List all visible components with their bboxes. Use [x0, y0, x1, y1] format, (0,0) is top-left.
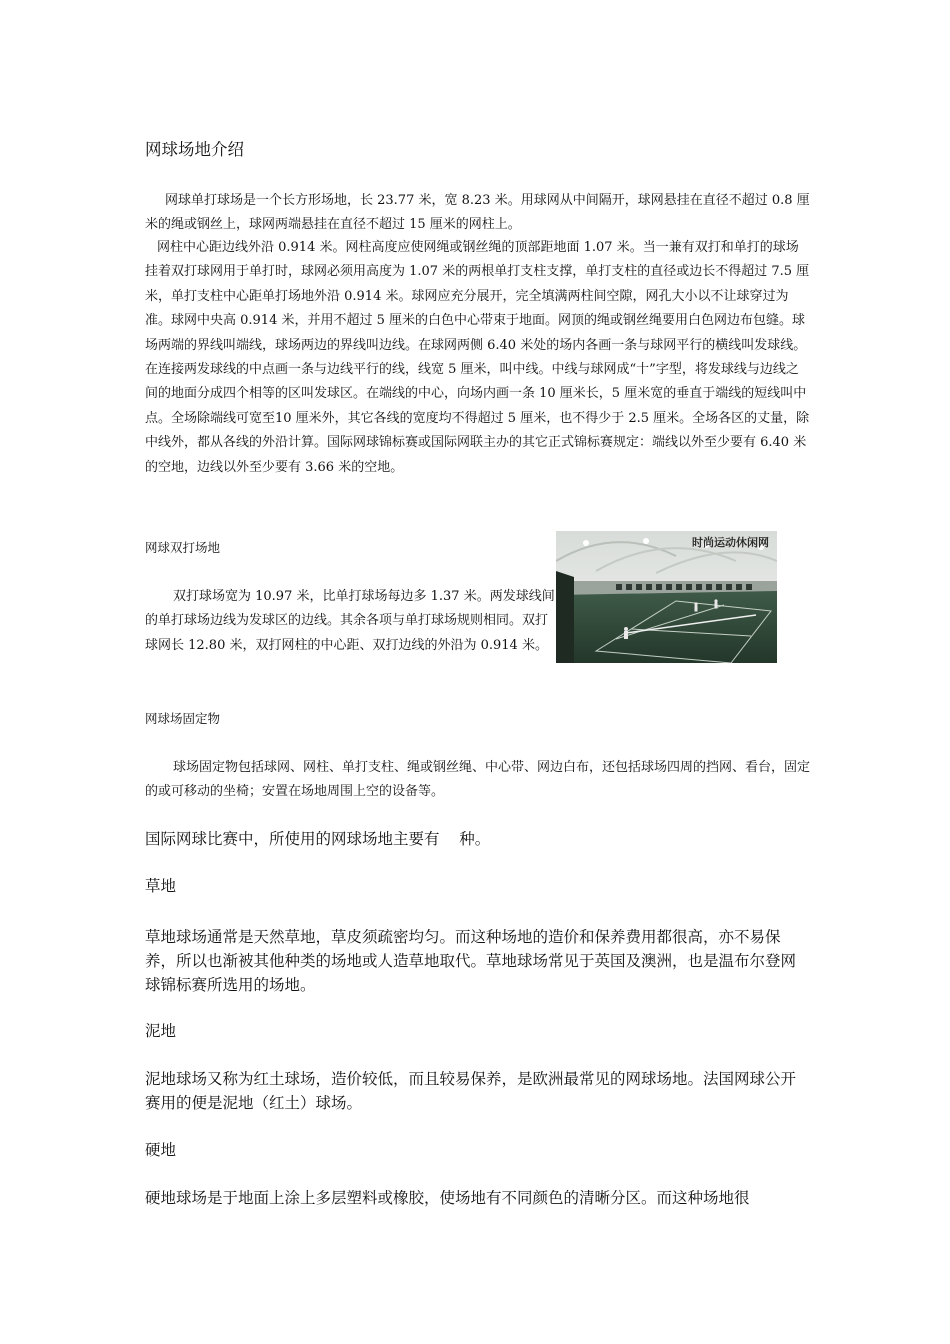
photo-watermark: 时尚运动休闲网	[692, 536, 769, 549]
clay-heading: 泥地	[145, 1022, 177, 1040]
surfaces-intro: 国际网球比赛中，所使用的网球场地主要有 种。	[145, 830, 491, 848]
clay-paragraph: 泥地球场又称为红土球场，造价较低，而且较易保养，是欧洲最常见的网球场地。法国网球公开赛用的便是泥地（红土）球场。	[145, 1070, 797, 1112]
doubles-court-paragraph: 双打球场宽为 10.97 米，比单打球场每边多 1.37 米。两发球线间的单打球场边线为发球区的边线。其余各项与单打球场规则相同。双打球网长 12.80 米，双打网柱的中心距、双打边线的外沿为 0.914 米。	[145, 589, 555, 653]
grass-heading: 草地	[145, 877, 177, 895]
doubles-court-heading: 网球双打场地	[145, 540, 221, 555]
fixtures-paragraph: 球场固定物包括球网、网柱、单打支柱、绳或钢丝绳、中心带、网边白布，还包括球场四周的挡网、看台，固定的或可移动的坐椅；安置在场地周围上空的设备等。	[145, 760, 811, 800]
intro-paragraph-1: 网球单打球场是一个长方形场地，长 23.77 米，宽 8.23 米。用球网从中间隔开，球网悬挂在直径不超过 0.8 厘米的绳或钢丝上，球网两端悬挂在直径不超过 15 厘米的网柱上。	[145, 193, 810, 233]
grass-paragraph: 草地球场通常是天然草地，草皮须疏密均匀。而这种场地的造价和保养费用都很高，亦不易保养，所以也渐被其他种类的场地或人造草地取代。草地球场常见于英国及澳洲，也是温布尔登网球锦标赛所选用的场地。	[145, 928, 797, 994]
intro-paragraph-2: 网柱中心距边线外沿 0.914 米。网柱高度应使网绳或钢丝绳的顶部距地面 1.07 米。当一兼有双打和单打的球场挂着双打球网用于单打时，球网必须用高度为 1.07 米的两根单打支柱支撑，单打支柱的直径或边长不得超过 7.5 厘米，单打支柱中心距单打场地外沿 0.914 米。球网应充分展开，完全填满两柱间空隙，网孔大小以不让球穿过为准。球网中央高 0.914 米，并用不超过 5 厘米的白色中心带束于地面。网顶的绳或钢丝绳要用白色网边布包缝。球场两端的界线叫端线，球场两边的界线叫边线。在球网两侧 6.40 米处的场内各画一条与球网平行的横线叫发球线。在连接两发球线的中点画一条与边线平行的线，线宽 5 厘米，叫中线。中线与球网成“十”字型，将发球线与边线之间的地面分成四个相等的区叫发球区。在端线的中心，向场内画一条 10 厘米长，5 厘米宽的垂直于端线的短线叫中点。全场除端线可宽至10 厘米外，其它各线的宽度均不得超过 5 厘米，也不得少于 2.5 厘米。全场各区的丈量，除中线外，都从各线的外沿计算。国际网球锦标赛或国际网联主办的其它正式锦标赛规定：端线以外至少要有 6.40 米的空地，边线以外至少要有 3.66 米的空地。	[145, 240, 810, 475]
indoor-tennis-court-photo	[556, 531, 777, 663]
page-title: 网球场地介绍	[145, 140, 244, 159]
hard-paragraph: 硬地球场是于地面上涂上多层塑料或橡胶，使场地有不同颜色的清晰分区。而这种场地很	[145, 1189, 750, 1207]
fixtures-heading: 网球场固定物	[145, 711, 221, 726]
hard-heading: 硬地	[145, 1141, 177, 1159]
